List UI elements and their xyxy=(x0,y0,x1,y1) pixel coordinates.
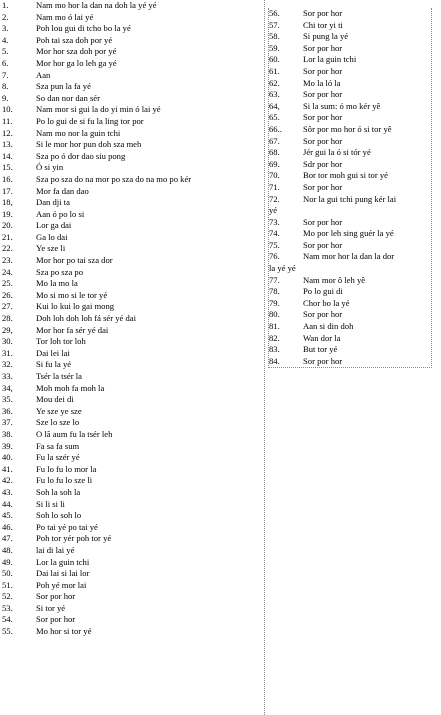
item-number: 66.. xyxy=(269,123,282,134)
item-number: 14. xyxy=(2,150,13,161)
item-text: lai di lai yé xyxy=(36,544,75,555)
list-item xyxy=(2,614,264,626)
list-item xyxy=(2,545,264,557)
list-item xyxy=(2,174,264,186)
item-text: Sza pun la fa yé xyxy=(36,81,91,92)
item-text: Aan ó po lo si xyxy=(36,208,85,219)
item-text: Fa sa fa sum xyxy=(36,440,80,451)
item-text: Mor hor fa sér yé dai xyxy=(36,324,109,335)
list-item xyxy=(2,313,264,325)
list-item xyxy=(269,101,431,113)
item-number: 25. xyxy=(2,278,13,289)
list-item xyxy=(269,54,431,66)
item-number: 46. xyxy=(2,521,13,532)
list-item xyxy=(2,417,264,429)
list-item xyxy=(2,348,264,360)
item-text: Tor loh tor loh xyxy=(36,336,86,347)
item-text: Mor fa dan dao xyxy=(36,185,89,196)
item-text: Mou dei di xyxy=(36,394,74,405)
list-item xyxy=(2,243,264,255)
item-text: But tor yé xyxy=(303,344,338,355)
item-number: 30. xyxy=(2,336,13,347)
item-text: Dai lai si lai lor xyxy=(36,568,90,579)
list-item xyxy=(269,78,431,90)
item-number: 44. xyxy=(2,498,13,509)
item-number: 13. xyxy=(2,139,13,150)
item-text: Sor por hor xyxy=(303,89,343,100)
list-item xyxy=(269,251,431,263)
item-number: 71. xyxy=(269,181,280,192)
item-text: Ye sze ye sze xyxy=(36,405,82,416)
list-item xyxy=(2,232,264,244)
item-number: 26. xyxy=(2,289,13,300)
list-item xyxy=(2,522,264,534)
item-number: 31. xyxy=(2,347,13,358)
item-number: 75. xyxy=(269,239,280,250)
list-item xyxy=(2,93,264,105)
item-number: 58. xyxy=(269,31,280,42)
item-number: 1. xyxy=(2,0,9,10)
item-text: Sdr por hor xyxy=(303,158,343,169)
item-number: 59. xyxy=(269,42,280,53)
item-text: Poh tor yér poh tor yé xyxy=(36,533,112,544)
item-text: Sze lo sze lo xyxy=(36,417,80,428)
item-number: 64, xyxy=(269,100,280,111)
item-number: 62. xyxy=(269,77,280,88)
item-text-continuation: yé xyxy=(269,205,278,216)
item-text: Soh lo soh lo xyxy=(36,510,82,521)
right-column xyxy=(268,8,432,368)
item-text: Soh la soh la xyxy=(36,486,81,497)
list-item xyxy=(269,217,431,229)
list-item xyxy=(2,499,264,511)
list-item xyxy=(2,359,264,371)
item-number: 55. xyxy=(2,626,13,637)
list-item xyxy=(2,0,264,12)
list-item xyxy=(2,591,264,603)
item-number: 72. xyxy=(269,193,280,204)
list-item xyxy=(2,394,264,406)
item-text: Sza po sza do na mor po sza do na mo po kér xyxy=(36,173,192,184)
item-text: Mo si mo si le tor yé xyxy=(36,289,108,300)
item-text: Lor la guin tchi xyxy=(36,556,90,567)
list-item xyxy=(2,46,264,58)
list-item xyxy=(2,151,264,163)
item-number: 53. xyxy=(2,602,13,613)
item-text: Mor hor sza doh por yé xyxy=(36,46,117,57)
item-number: 83. xyxy=(269,344,280,355)
item-number: 51. xyxy=(2,579,13,590)
item-text: Sor por hor xyxy=(303,112,343,123)
item-text: Poh yé mor lai xyxy=(36,579,87,590)
list-item xyxy=(2,533,264,545)
item-number: 74. xyxy=(269,228,280,239)
list-item xyxy=(2,58,264,70)
item-number: 50. xyxy=(2,568,13,579)
list-item xyxy=(269,66,431,78)
item-number: 63. xyxy=(269,89,280,100)
item-number: 84. xyxy=(269,355,280,366)
list-item xyxy=(269,89,431,101)
list-item xyxy=(2,197,264,209)
item-number: 40. xyxy=(2,452,13,463)
item-text: Kui lo kui lo gai mong xyxy=(36,301,115,312)
item-number: 29, xyxy=(2,324,13,335)
list-item xyxy=(2,220,264,232)
item-text: Si pung la yé xyxy=(303,31,349,42)
list-item xyxy=(269,170,431,182)
item-number: 45. xyxy=(2,510,13,521)
list-item xyxy=(269,8,431,20)
list-item xyxy=(2,301,264,313)
item-text: Ga lo dai xyxy=(36,231,68,242)
item-text: Sor por hor xyxy=(303,65,343,76)
list-item xyxy=(2,70,264,82)
list-item xyxy=(2,510,264,522)
item-number: 12. xyxy=(2,127,13,138)
item-text: Ye sze li xyxy=(36,243,66,254)
item-text-continuation: la yé yé xyxy=(269,263,296,274)
list-item xyxy=(2,441,264,453)
item-number: 56. xyxy=(269,8,280,18)
list-item xyxy=(2,325,264,337)
item-text: Po lo gui de si fu la ling tor por xyxy=(36,115,144,126)
item-number: 81. xyxy=(269,321,280,332)
item-text: Sza po sza po xyxy=(36,266,84,277)
item-text: Po lo gui di xyxy=(303,286,343,297)
list-item xyxy=(2,186,264,198)
item-text: Mo la mo la xyxy=(36,278,78,289)
item-text: Nam mor si gui la do yi min ó lai yé xyxy=(36,104,161,115)
item-text: Sor por hor xyxy=(303,309,343,320)
item-number: 43. xyxy=(2,486,13,497)
list-item xyxy=(2,406,264,418)
item-number: 22. xyxy=(2,243,13,254)
item-number: 47. xyxy=(2,533,13,544)
item-number: 80. xyxy=(269,309,280,320)
item-number: 23. xyxy=(2,255,13,266)
item-text: Dai lei lai xyxy=(36,347,70,358)
item-text: Mo hor si tor yé xyxy=(36,626,92,637)
list-item xyxy=(269,356,431,368)
item-text: Si tor yé xyxy=(36,602,66,613)
item-number: 61. xyxy=(269,65,280,76)
list-item xyxy=(269,333,431,345)
item-number: 69. xyxy=(269,158,280,169)
item-number: 20. xyxy=(2,220,13,231)
item-number: 19. xyxy=(2,208,13,219)
list-item xyxy=(2,128,264,140)
item-text: Sor por hor xyxy=(303,216,343,227)
item-text: Aan xyxy=(36,69,51,80)
list-item xyxy=(269,124,431,136)
list-item xyxy=(269,147,431,159)
list-item xyxy=(2,626,264,638)
item-text: Po tai yé po tai yé xyxy=(36,521,98,532)
list-item xyxy=(2,336,264,348)
item-number: 49. xyxy=(2,556,13,567)
item-number: 28. xyxy=(2,313,13,324)
list-item xyxy=(269,286,431,298)
list-item xyxy=(2,12,264,24)
item-number: 5. xyxy=(2,46,9,57)
item-number: 24. xyxy=(2,266,13,277)
item-text: So dan nor dan sér xyxy=(36,92,100,103)
item-text: Wan dor la xyxy=(303,332,341,343)
item-text: Moh moh fa moh la xyxy=(36,382,105,393)
list-item xyxy=(2,290,264,302)
list-item xyxy=(2,487,264,499)
list-item xyxy=(2,464,264,476)
list-item xyxy=(269,275,431,287)
item-text: Ó si yin xyxy=(36,162,64,173)
item-number: 78. xyxy=(269,286,280,297)
list-item xyxy=(2,278,264,290)
item-number: 3. xyxy=(2,23,9,34)
item-text: Si li si li xyxy=(36,498,65,509)
item-text: Sza po ó dor dao siu pong xyxy=(36,150,126,161)
list-item xyxy=(2,139,264,151)
item-number: 39. xyxy=(2,440,13,451)
list-item xyxy=(2,81,264,93)
list-item xyxy=(2,383,264,395)
list-item xyxy=(269,194,431,206)
item-text: Nam mo ó lai yé xyxy=(36,11,94,22)
item-number: 70. xyxy=(269,170,280,181)
item-number: 21. xyxy=(2,231,13,242)
list-item xyxy=(2,475,264,487)
item-number: 8. xyxy=(2,81,9,92)
item-text: Sor por hor xyxy=(303,42,343,53)
item-number: 35. xyxy=(2,394,13,405)
item-text: Mo la ló la xyxy=(303,77,341,88)
item-text: O lã aum fu la tsér leh xyxy=(36,428,113,439)
list-item xyxy=(2,267,264,279)
list-item xyxy=(2,603,264,615)
item-text: Sor por hor xyxy=(303,355,343,366)
list-item xyxy=(269,228,431,240)
item-number: 76. xyxy=(269,251,280,262)
item-text: Sor por hor xyxy=(303,135,343,146)
item-text: Sor por hor xyxy=(36,614,76,625)
list-item xyxy=(269,43,431,55)
item-number: 34, xyxy=(2,382,13,393)
item-text: Nam mo nor la guin tchi xyxy=(36,127,121,138)
item-text: Mor hor po tai sza dor xyxy=(36,255,113,266)
list-item xyxy=(2,255,264,267)
item-number: 36. xyxy=(2,405,13,416)
list-item xyxy=(269,159,431,171)
item-text: Si la sum: ó mo kér yê xyxy=(303,100,381,111)
list-item xyxy=(2,23,264,35)
list-item xyxy=(2,429,264,441)
list-item xyxy=(269,31,431,43)
item-number: 54. xyxy=(2,614,13,625)
item-text: Sor por hor xyxy=(303,239,343,250)
list-item xyxy=(269,309,431,321)
item-number: 52. xyxy=(2,591,13,602)
list-item xyxy=(2,371,264,383)
item-number: 68. xyxy=(269,147,280,158)
item-number: 15. xyxy=(2,162,13,173)
list-item xyxy=(269,20,431,32)
item-number: 48. xyxy=(2,544,13,555)
list-item xyxy=(269,182,431,194)
item-text: Jér gui la ó si tór yé xyxy=(303,147,371,158)
item-number: 18, xyxy=(2,197,13,208)
item-number: 33. xyxy=(2,371,13,381)
list-item xyxy=(269,112,431,124)
item-number: 27. xyxy=(2,301,13,312)
item-text: Chi tor yi ti xyxy=(303,19,343,30)
item-number: 2. xyxy=(2,11,9,22)
item-number: 32. xyxy=(2,359,13,370)
left-column xyxy=(2,0,265,715)
item-number: 7. xyxy=(2,69,9,80)
item-number: 41. xyxy=(2,463,13,474)
list-item xyxy=(2,35,264,47)
item-text: Mo por leh sing guér la yé xyxy=(303,228,394,239)
list-item xyxy=(269,298,431,310)
item-number: 4. xyxy=(2,34,9,45)
item-number: 67. xyxy=(269,135,280,146)
item-text: Fu lo fu lo sze li xyxy=(36,475,93,486)
item-text: Aan si din doh xyxy=(303,321,354,332)
item-text: Bor tor moh gui si tor yé xyxy=(303,170,388,181)
item-number: 65. xyxy=(269,112,280,123)
list-item xyxy=(2,209,264,221)
item-text: Tsér la tsér la xyxy=(36,371,82,381)
item-text: Poh tai sza doh por yé xyxy=(36,34,113,45)
item-text: Sor por hor xyxy=(303,181,343,192)
item-text: Poh lou gui di tcho bo la yé xyxy=(36,23,131,34)
item-text: Sor por hor xyxy=(36,591,76,602)
item-number: 42. xyxy=(2,475,13,486)
item-text: Doh loh doh loh fá sér yé dai xyxy=(36,313,136,324)
item-text: Lor ga dai xyxy=(36,220,72,231)
item-text: Si le mor hor pun doh sza meh xyxy=(36,139,142,150)
item-number: 79. xyxy=(269,297,280,308)
item-text: Sor por hor xyxy=(303,8,343,18)
list-item xyxy=(269,240,431,252)
item-text: Mor hor ga lo leh ga yé xyxy=(36,57,117,68)
item-text: Dan dji ta xyxy=(36,197,70,208)
list-item xyxy=(2,557,264,569)
list-item xyxy=(2,116,264,128)
item-number: 10. xyxy=(2,104,13,115)
list-item xyxy=(269,321,431,333)
item-number: 82. xyxy=(269,332,280,343)
list-item xyxy=(2,162,264,174)
list-item xyxy=(2,580,264,592)
item-text: Nor la gui tchi pung kér lai xyxy=(303,193,397,204)
item-text: Si fu la yé xyxy=(36,359,72,370)
list-item xyxy=(2,452,264,464)
item-number: 9. xyxy=(2,92,9,103)
item-text: Nam mor hor la dan la dor xyxy=(303,251,395,262)
item-text: Nam mo hor la dan na doh la yé yé xyxy=(36,0,157,10)
item-number: 16. xyxy=(2,173,13,184)
item-number: 77. xyxy=(269,274,280,285)
item-number: 73. xyxy=(269,216,280,227)
item-number: 37. xyxy=(2,417,13,428)
list-item xyxy=(2,104,264,116)
item-number: 38. xyxy=(2,428,13,439)
item-text: Lor la guin tchi xyxy=(303,54,357,65)
item-text: Nam mor ô leh yê xyxy=(303,274,366,285)
item-text: Fu lo fu lo mor la xyxy=(36,463,97,474)
item-number: 6. xyxy=(2,57,9,68)
list-item xyxy=(269,136,431,148)
item-number: 11. xyxy=(2,115,13,126)
list-item xyxy=(269,344,431,356)
item-text: Sôr por mo hor ó si tor yê xyxy=(303,123,392,134)
item-text: Fu la szér yé xyxy=(36,452,80,463)
item-text: Chor bo la yé xyxy=(303,297,350,308)
list-item xyxy=(2,568,264,580)
item-number: 57. xyxy=(269,19,280,30)
item-number: 17. xyxy=(2,185,13,196)
item-number: 60. xyxy=(269,54,280,65)
